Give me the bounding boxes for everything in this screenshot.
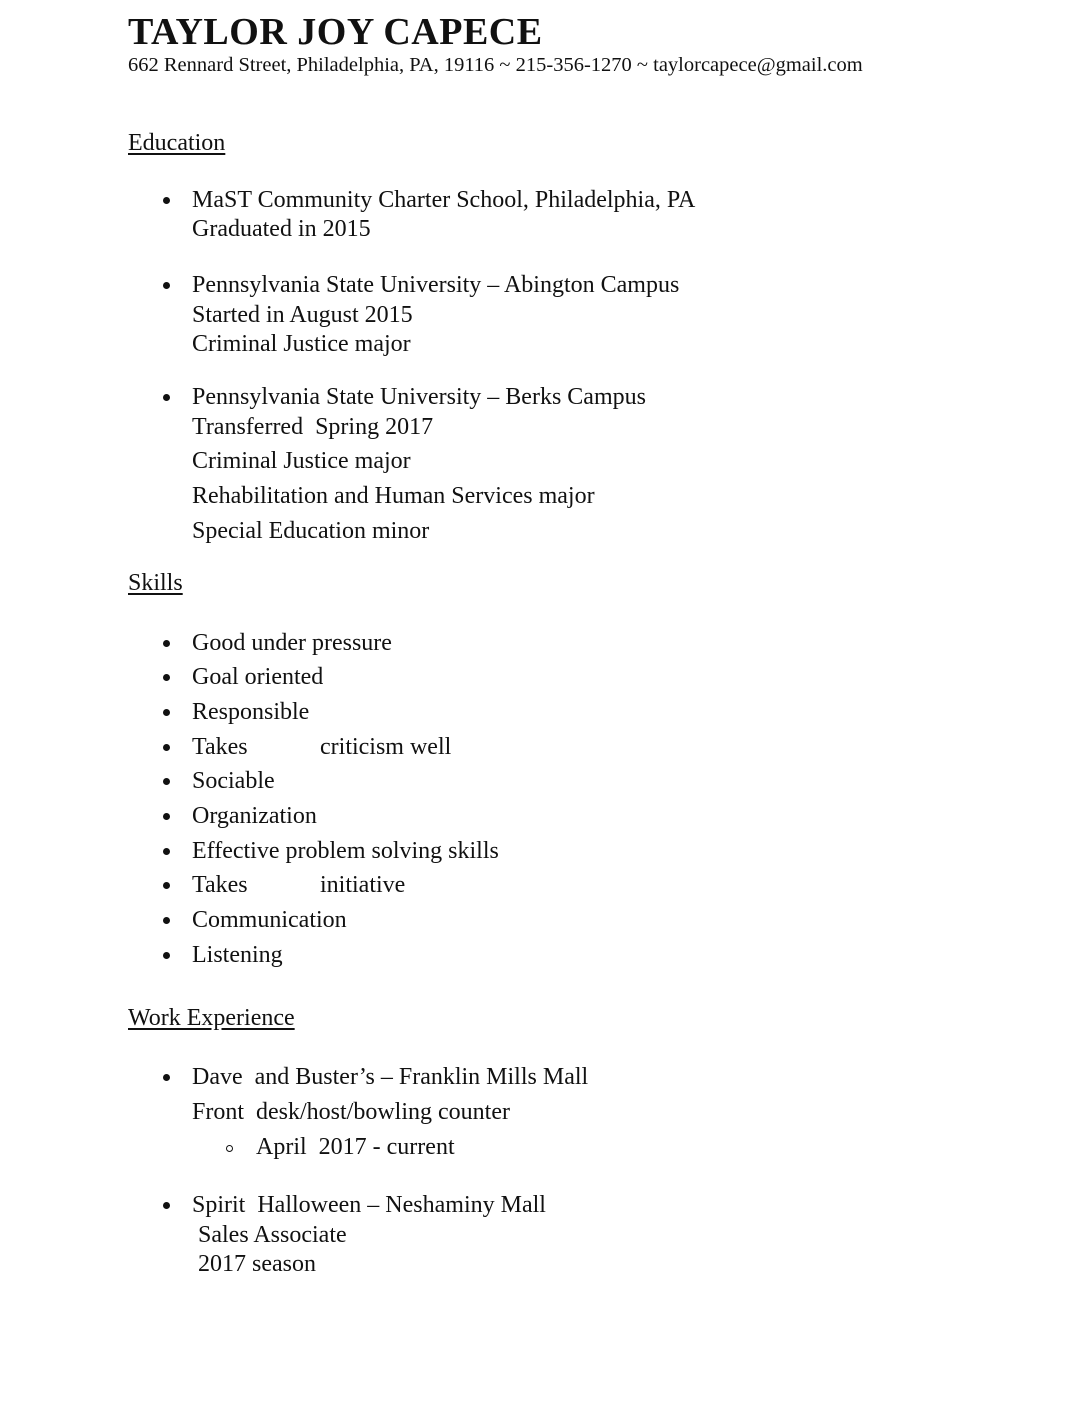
bullet-icon [163, 952, 170, 959]
bullet-icon [163, 778, 170, 785]
skill-item: Takes [192, 872, 248, 898]
education-detail: Graduated in 2015 [192, 216, 371, 242]
education-school-name: MaST Community Charter School, Philadelphia, PA [192, 187, 696, 213]
skill-item: Responsible [192, 699, 310, 725]
skill-item: Good under pressure [192, 630, 392, 656]
work-experience-heading: Work Experience [128, 1005, 295, 1031]
education-detail: Criminal Justice major [192, 448, 411, 474]
bullet-icon [163, 709, 170, 716]
job-title: Spirit Halloween – Neshaminy Mall [192, 1192, 546, 1218]
skill-item: Takes [192, 734, 248, 760]
bullet-icon [163, 882, 170, 889]
education-detail: Transferred Spring 2017 [192, 414, 434, 440]
bullet-icon [163, 813, 170, 820]
bullet-icon [163, 848, 170, 855]
applicant-name: TAYLOR JOY CAPECE [128, 11, 543, 53]
education-school-name: Pennsylvania State University – Berks Campus [192, 384, 646, 410]
education-detail: Special Education minor [192, 518, 430, 544]
bullet-icon [163, 1202, 170, 1209]
contact-line: 662 Rennard Street, Philadelphia, PA, 19116 ~ 215-356-1270 ~ taylorcapece@gmail.com [128, 54, 863, 76]
skill-item-continued: initiative [320, 872, 406, 898]
skill-item: Goal oriented [192, 664, 324, 690]
education-detail: Started in August 2015 [192, 302, 413, 328]
education-detail: Criminal Justice major [192, 331, 411, 357]
job-role: Front desk/host/bowling counter [192, 1099, 510, 1125]
bullet-icon [163, 1074, 170, 1081]
job-role: Sales Associate [198, 1222, 347, 1248]
skill-item: Organization [192, 803, 317, 829]
job-title: Dave and Buster’s – Franklin Mills Mall [192, 1064, 589, 1090]
job-period: 2017 season [198, 1251, 316, 1277]
skills-heading: Skills [128, 570, 183, 596]
skill-item: Sociable [192, 768, 275, 794]
job-period: April 2017 - current [256, 1134, 455, 1160]
bullet-icon [163, 917, 170, 924]
skill-item: Listening [192, 942, 283, 968]
skill-item: Communication [192, 907, 347, 933]
bullet-icon [163, 674, 170, 681]
bullet-icon [163, 640, 170, 647]
skill-item: Effective problem solving skills [192, 838, 499, 864]
education-heading: Education [128, 130, 226, 156]
bullet-icon [163, 744, 170, 751]
sub-bullet-icon [226, 1145, 233, 1152]
bullet-icon [163, 394, 170, 401]
education-school-name: Pennsylvania State University – Abington Campus [192, 272, 680, 298]
education-detail: Rehabilitation and Human Services major [192, 483, 595, 509]
skill-item-continued: criticism well [320, 734, 452, 760]
bullet-icon [163, 197, 170, 204]
bullet-icon [163, 282, 170, 289]
